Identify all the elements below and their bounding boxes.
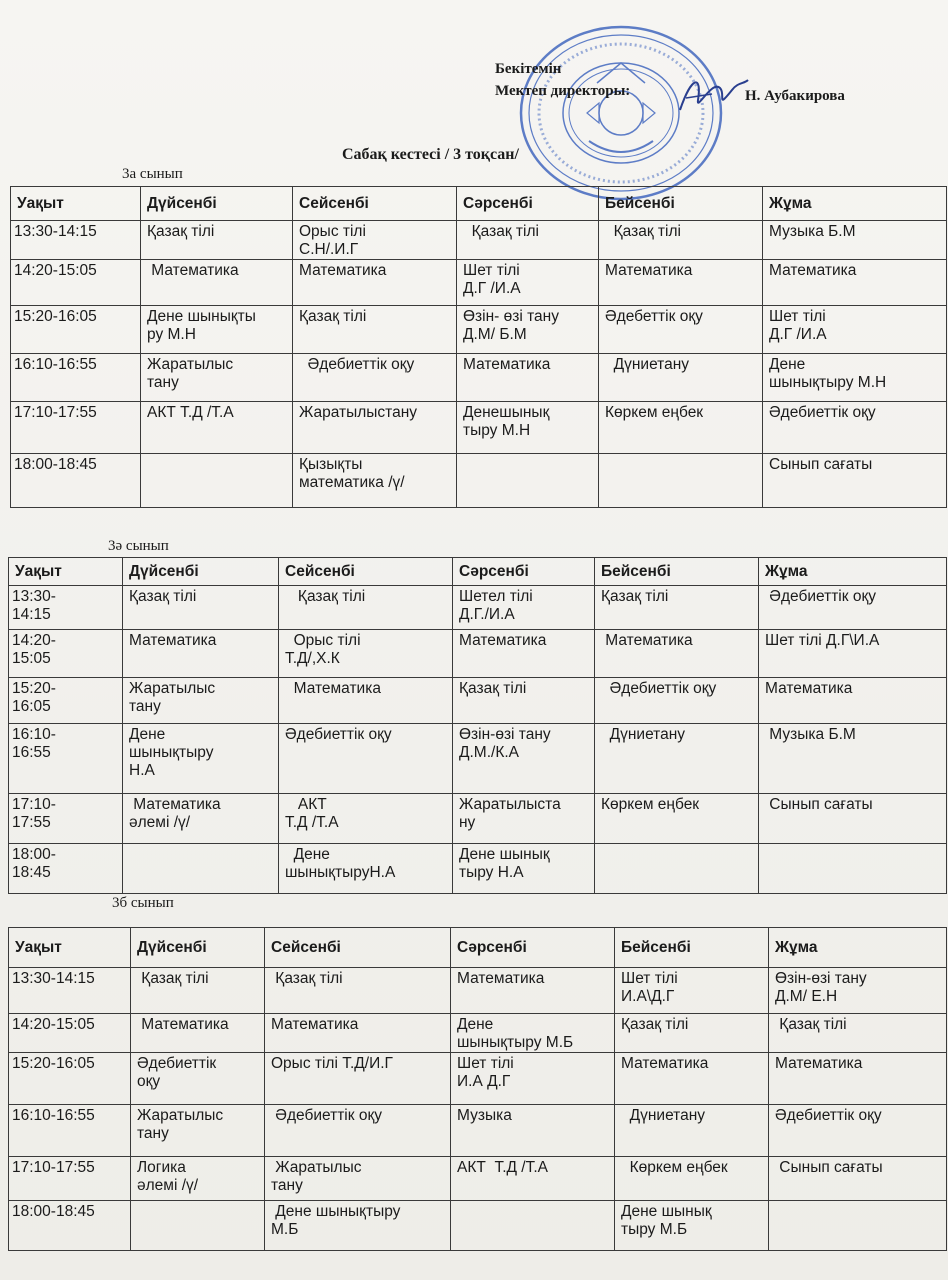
lesson-cell xyxy=(615,1053,769,1105)
lesson-cell xyxy=(599,306,763,354)
cell-text: Қазақ тілі xyxy=(601,588,669,605)
cell-text: Әдебиеттік оқу xyxy=(765,588,876,605)
lesson-cell xyxy=(141,454,293,508)
cell-text: Д.М/ Б.М xyxy=(463,326,527,343)
lesson-cell xyxy=(763,260,947,306)
cell-text: 15:20- xyxy=(12,680,56,697)
cell-text: 14:20-15:05 xyxy=(14,262,97,279)
header-row xyxy=(11,187,947,221)
cell-text: 16:10- xyxy=(12,726,56,743)
time-cell xyxy=(9,1014,131,1053)
cell-text: 17:10-17:55 xyxy=(14,404,97,421)
cell-text: АКТ xyxy=(285,796,327,813)
cell-text: Д.М./К.А xyxy=(459,744,520,761)
lesson-cell xyxy=(595,678,759,724)
lesson-cell xyxy=(769,968,947,1014)
cell-text: тыру М.Н xyxy=(463,422,531,439)
cell-text: 18:45 xyxy=(12,864,51,881)
time-cell xyxy=(11,454,141,508)
lesson-cell xyxy=(595,794,759,844)
lesson-cell xyxy=(759,724,947,794)
lesson-cell xyxy=(769,1201,947,1251)
lesson-cell xyxy=(141,402,293,454)
cell-text: тыру Н.А xyxy=(459,864,524,881)
cell-text: ру М.Н xyxy=(147,326,196,343)
lesson-cell xyxy=(615,1201,769,1251)
lesson-cell xyxy=(599,221,763,260)
column-header: Сәрсенбі xyxy=(453,558,595,586)
lesson-cell xyxy=(293,402,457,454)
cell-text: Математика xyxy=(463,356,551,373)
cell-text: Дене шынық xyxy=(459,846,550,863)
table-row xyxy=(9,844,947,894)
lesson-cell xyxy=(453,724,595,794)
lesson-cell xyxy=(131,1053,265,1105)
time-cell xyxy=(11,306,141,354)
cell-text: Д.М/ Е.Н xyxy=(775,988,838,1005)
cell-text: Қазақ тілі xyxy=(605,223,681,240)
director-name: Н. Аубакирова xyxy=(745,88,845,104)
cell-text: 18:00-18:45 xyxy=(14,456,97,473)
column-header: Уақыт xyxy=(9,928,131,968)
lesson-cell xyxy=(615,1105,769,1157)
cell-text: Әдебиеттік оқу xyxy=(299,356,415,373)
lesson-cell xyxy=(763,454,947,508)
table-row xyxy=(9,678,947,724)
lesson-cell xyxy=(141,354,293,402)
time-cell xyxy=(9,586,123,630)
cell-text: Әдебиеттік оқу xyxy=(285,726,392,743)
cell-text: Қазақ тілі xyxy=(285,588,366,605)
table-row xyxy=(11,354,947,402)
lesson-cell xyxy=(131,968,265,1014)
cell-text: Математика xyxy=(285,680,381,697)
table-row xyxy=(9,968,947,1014)
lesson-cell xyxy=(453,794,595,844)
lesson-cell xyxy=(453,586,595,630)
cell-text: 14:15 xyxy=(12,606,51,623)
lesson-cell xyxy=(265,1105,451,1157)
cell-text: шынықтыру М.Н xyxy=(769,374,887,391)
cell-text: Логика xyxy=(137,1159,186,1176)
lesson-cell xyxy=(457,354,599,402)
column-header: Дүйсенбі xyxy=(123,558,279,586)
cell-text: Шет тілі xyxy=(457,1055,514,1072)
time-cell xyxy=(9,844,123,894)
lesson-cell xyxy=(123,586,279,630)
cell-text: Математика xyxy=(129,632,217,649)
page-title: Сабақ кестесі / 3 тоқсан/ xyxy=(342,146,519,163)
cell-text: Сынып сағаты xyxy=(775,1159,883,1176)
cell-text: Орыс тілі xyxy=(299,223,366,240)
cell-text: Қазақ тілі xyxy=(137,970,209,987)
table-row xyxy=(9,1014,947,1053)
lesson-cell xyxy=(131,1157,265,1201)
cell-text: Әдебиеттік xyxy=(137,1055,217,1072)
cell-text: әлемі /ү/ xyxy=(137,1177,199,1194)
cell-text: Көркем еңбек xyxy=(605,404,704,421)
lesson-cell xyxy=(769,1157,947,1201)
cell-text: Сынып сағаты xyxy=(769,456,873,473)
lesson-cell xyxy=(595,724,759,794)
lesson-cell xyxy=(141,221,293,260)
cell-text: Жаратылыста xyxy=(459,796,561,813)
cell-text: 16:10-16:55 xyxy=(12,1107,95,1124)
cell-text: 18:00-18:45 xyxy=(12,1203,95,1220)
table-row xyxy=(9,794,947,844)
lesson-cell xyxy=(457,221,599,260)
cell-text: математика /ү/ xyxy=(299,474,405,491)
lesson-cell xyxy=(763,306,947,354)
cell-text: Математика xyxy=(129,796,221,813)
cell-text: Дүниетану xyxy=(605,356,690,373)
lesson-cell xyxy=(265,1014,451,1053)
cell-text: Жаратылыстану xyxy=(299,404,418,421)
time-cell xyxy=(11,260,141,306)
column-header: Бейсенбі xyxy=(615,928,769,968)
approval-title: Бекітемін xyxy=(495,61,562,77)
cell-text: Шет тілі xyxy=(769,308,826,325)
lesson-cell xyxy=(615,1014,769,1053)
lesson-cell xyxy=(457,306,599,354)
cell-text: 13:30-14:15 xyxy=(12,970,95,987)
cell-text: Жаратылыс xyxy=(129,680,216,697)
cell-text: Т.Д/,Х.К xyxy=(285,650,340,667)
cell-text: Шет тілі xyxy=(621,970,678,987)
lesson-cell xyxy=(293,260,457,306)
column-header: Уақыт xyxy=(9,558,123,586)
lesson-cell xyxy=(279,794,453,844)
lesson-cell xyxy=(279,630,453,678)
lesson-cell xyxy=(599,402,763,454)
cell-text: Қазақ тілі xyxy=(459,680,527,697)
cell-text: 15:20-16:05 xyxy=(14,308,97,325)
lesson-cell xyxy=(595,844,759,894)
cell-text: Дене шынық xyxy=(621,1203,712,1220)
table-row xyxy=(11,221,947,260)
lesson-cell xyxy=(595,586,759,630)
cell-text: 13:30-14:15 xyxy=(14,223,97,240)
cell-text: Көркем еңбек xyxy=(601,796,700,813)
cell-text: Сынып сағаты xyxy=(765,796,873,813)
cell-text: Н.А xyxy=(129,762,155,779)
cell-text: Өзін- өзі тану xyxy=(463,308,559,325)
cell-text: Дүниетану xyxy=(601,726,686,743)
cell-text: Математика xyxy=(765,680,853,697)
lesson-cell xyxy=(279,678,453,724)
cell-text: Музыка Б.М xyxy=(765,726,856,743)
lesson-cell xyxy=(451,1053,615,1105)
lesson-cell xyxy=(293,221,457,260)
lesson-cell xyxy=(763,354,947,402)
time-cell xyxy=(9,678,123,724)
lesson-cell xyxy=(141,306,293,354)
column-header: Жұма xyxy=(759,558,947,586)
cell-text: АКТ Т.Д /Т.А xyxy=(457,1159,549,1176)
cell-text: тану xyxy=(137,1125,169,1142)
cell-text: Көркем еңбек xyxy=(621,1159,728,1176)
table-row xyxy=(9,1105,947,1157)
lesson-cell xyxy=(279,724,453,794)
cell-text: Қазақ тілі xyxy=(129,588,197,605)
column-header: Дүйсенбі xyxy=(141,187,293,221)
time-cell xyxy=(9,1157,131,1201)
time-cell xyxy=(11,402,141,454)
cell-text: әлемі /ү/ xyxy=(129,814,191,831)
time-cell xyxy=(9,968,131,1014)
lesson-cell xyxy=(599,454,763,508)
lesson-cell xyxy=(265,1053,451,1105)
cell-text: Дене xyxy=(769,356,806,373)
lesson-cell xyxy=(451,1014,615,1053)
table-row xyxy=(9,1053,947,1105)
cell-text: Жаратылыс xyxy=(137,1107,224,1124)
cell-text: Д.Г /И.А xyxy=(463,280,521,297)
cell-text: Жаратылыс xyxy=(271,1159,362,1176)
cell-text: Әдебиеттік оқу xyxy=(769,404,876,421)
lesson-cell xyxy=(759,586,947,630)
cell-text: Қазақ тілі xyxy=(271,970,343,987)
column-header: Сейсенбі xyxy=(279,558,453,586)
cell-text: Дүниетану xyxy=(621,1107,706,1124)
lesson-cell xyxy=(293,306,457,354)
cell-text: шынықтыру xyxy=(129,744,214,761)
lesson-cell xyxy=(453,844,595,894)
cell-text: Өзін-өзі тану xyxy=(775,970,867,987)
cell-text: Математика xyxy=(601,632,693,649)
cell-text: 17:10- xyxy=(12,796,56,813)
cell-text: 17:55 xyxy=(12,814,51,831)
cell-text: шынықтыру М.Б xyxy=(457,1034,574,1051)
lesson-cell xyxy=(769,1053,947,1105)
cell-text: 16:55 xyxy=(12,744,51,761)
class-label-3ae: 3ә сынып xyxy=(108,538,169,554)
cell-text: Әдебиеттік оқу xyxy=(775,1107,882,1124)
lesson-cell xyxy=(769,1014,947,1053)
column-header: Жұма xyxy=(769,928,947,968)
time-cell xyxy=(9,630,123,678)
cell-text: Дене шынықты xyxy=(147,308,256,325)
lesson-cell xyxy=(457,454,599,508)
cell-text: АКТ Т.Д /Т.А xyxy=(147,404,234,421)
cell-text: Математика xyxy=(605,262,693,279)
lesson-cell xyxy=(759,678,947,724)
cell-text: Т.Д /Т.А xyxy=(285,814,339,831)
cell-text: оқу xyxy=(137,1073,161,1090)
lesson-cell xyxy=(759,630,947,678)
lesson-cell xyxy=(293,454,457,508)
time-cell xyxy=(9,1201,131,1251)
lesson-cell xyxy=(763,221,947,260)
cell-text: И.А Д.Г xyxy=(457,1073,511,1090)
lesson-cell xyxy=(131,1201,265,1251)
cell-text: Дене xyxy=(457,1016,494,1033)
class-label-3b: 3б сынып xyxy=(112,895,174,911)
table-row xyxy=(11,454,947,508)
cell-text: Шет тілі xyxy=(463,262,520,279)
cell-text: Музыка xyxy=(457,1107,512,1124)
cell-text: Қазақ тілі xyxy=(775,1016,847,1033)
lesson-cell xyxy=(769,1105,947,1157)
table-row xyxy=(9,630,947,678)
cell-text: Математика xyxy=(299,262,387,279)
lesson-cell xyxy=(131,1014,265,1053)
lesson-cell xyxy=(265,968,451,1014)
column-header: Сәрсенбі xyxy=(451,928,615,968)
cell-text: Музыка Б.М xyxy=(769,223,856,240)
lesson-cell xyxy=(265,1201,451,1251)
cell-text: Әдебиеттік оқу xyxy=(271,1107,382,1124)
cell-text: Дене xyxy=(129,726,166,743)
lesson-cell xyxy=(123,678,279,724)
lesson-cell xyxy=(599,354,763,402)
cell-text: Дене шынықтыру xyxy=(271,1203,401,1220)
lesson-cell xyxy=(123,794,279,844)
cell-text: Математика xyxy=(457,970,545,987)
signature-icon xyxy=(672,70,752,120)
header-row xyxy=(9,928,947,968)
time-cell xyxy=(11,221,141,260)
lesson-cell xyxy=(599,260,763,306)
cell-text: М.Б xyxy=(271,1221,299,1238)
cell-text: 15:20-16:05 xyxy=(12,1055,95,1072)
column-header: Бейсенбі xyxy=(599,187,763,221)
table-row xyxy=(9,724,947,794)
column-header: Бейсенбі xyxy=(595,558,759,586)
lesson-cell xyxy=(451,1201,615,1251)
cell-text: Қазақ тілі xyxy=(147,223,215,240)
lesson-cell xyxy=(453,678,595,724)
cell-text: 13:30- xyxy=(12,588,56,605)
cell-text: Қызықты xyxy=(299,456,363,473)
class-label-3a: 3а сынып xyxy=(122,166,183,182)
lesson-cell xyxy=(457,260,599,306)
time-cell xyxy=(11,354,141,402)
time-cell xyxy=(9,724,123,794)
cell-text: И.А\Д.Г xyxy=(621,988,675,1005)
table-row xyxy=(9,1201,947,1251)
cell-text: Шетел тілі xyxy=(459,588,533,605)
lesson-cell xyxy=(265,1157,451,1201)
cell-text: 18:00- xyxy=(12,846,56,863)
cell-text: Математика xyxy=(621,1055,709,1072)
approval-block xyxy=(495,58,630,102)
lesson-cell xyxy=(759,844,947,894)
cell-text: Қазақ тілі xyxy=(299,308,367,325)
lesson-cell xyxy=(123,724,279,794)
cell-text: Қазақ тілі xyxy=(621,1016,689,1033)
cell-text: Математика xyxy=(271,1016,359,1033)
lesson-cell xyxy=(451,968,615,1014)
schedule-table-3ae xyxy=(8,557,947,894)
cell-text: Әдебеттік оқу xyxy=(605,308,703,325)
column-header: Сейсенбі xyxy=(293,187,457,221)
cell-text: 15:05 xyxy=(12,650,51,667)
column-header: Сәрсенбі xyxy=(457,187,599,221)
cell-text: Математика xyxy=(775,1055,863,1072)
column-header: Сейсенбі xyxy=(265,928,451,968)
cell-text: тыру М.Б xyxy=(621,1221,688,1238)
lesson-cell xyxy=(595,630,759,678)
cell-text: 14:20-15:05 xyxy=(12,1016,95,1033)
time-cell xyxy=(9,1053,131,1105)
lesson-cell xyxy=(615,1157,769,1201)
lesson-cell xyxy=(457,402,599,454)
cell-text: шынықтыруН.А xyxy=(285,864,396,881)
cell-text: 16:10-16:55 xyxy=(14,356,97,373)
cell-text: Д.Г./И.А xyxy=(459,606,515,623)
director-label: Мектеп директоры: xyxy=(495,83,631,99)
lesson-cell xyxy=(279,844,453,894)
table-row xyxy=(11,306,947,354)
lesson-cell xyxy=(759,794,947,844)
time-cell xyxy=(9,794,123,844)
cell-text: Математика xyxy=(137,1016,229,1033)
cell-text: Қазақ тілі xyxy=(463,223,539,240)
cell-text: Орыс тілі Т.Д/И.Г xyxy=(271,1055,393,1072)
cell-text: 17:10-17:55 xyxy=(12,1159,95,1176)
cell-text: тану xyxy=(129,698,161,715)
table-row xyxy=(9,1157,947,1201)
cell-text: Математика xyxy=(769,262,857,279)
cell-text: тану xyxy=(147,374,179,391)
cell-text: 16:05 xyxy=(12,698,51,715)
column-header: Жұма xyxy=(763,187,947,221)
cell-text: Денешынық xyxy=(463,404,550,421)
cell-text: Математика xyxy=(147,262,239,279)
lesson-cell xyxy=(279,586,453,630)
cell-text: ну xyxy=(459,814,476,831)
lesson-cell xyxy=(451,1105,615,1157)
cell-text: Орыс тілі xyxy=(285,632,361,649)
column-header: Дүйсенбі xyxy=(131,928,265,968)
lesson-cell xyxy=(451,1157,615,1201)
lesson-cell xyxy=(763,402,947,454)
lesson-cell xyxy=(293,354,457,402)
schedule-table-3a xyxy=(10,186,947,508)
cell-text: Шет тілі Д.Г\И.А xyxy=(765,632,880,649)
cell-text: тану xyxy=(271,1177,303,1194)
cell-text: С.Н/.И.Г xyxy=(299,241,359,258)
table-row xyxy=(11,260,947,306)
lesson-cell xyxy=(123,844,279,894)
cell-text: Математика xyxy=(459,632,547,649)
lesson-cell xyxy=(615,968,769,1014)
schedule-table-3b xyxy=(8,927,947,1251)
cell-text: Әдебиеттік оқу xyxy=(601,680,717,697)
lesson-cell xyxy=(141,260,293,306)
lesson-cell xyxy=(453,630,595,678)
lesson-cell xyxy=(131,1105,265,1157)
cell-text: 14:20- xyxy=(12,632,56,649)
table-row xyxy=(11,402,947,454)
header-row xyxy=(9,558,947,586)
cell-text: Жаратылыс xyxy=(147,356,234,373)
time-cell xyxy=(9,1105,131,1157)
cell-text: Өзін-өзі тану xyxy=(459,726,551,743)
column-header: Уақыт xyxy=(11,187,141,221)
table-row xyxy=(9,586,947,630)
lesson-cell xyxy=(123,630,279,678)
cell-text: Дене xyxy=(285,846,330,863)
cell-text: Д.Г /И.А xyxy=(769,326,827,343)
